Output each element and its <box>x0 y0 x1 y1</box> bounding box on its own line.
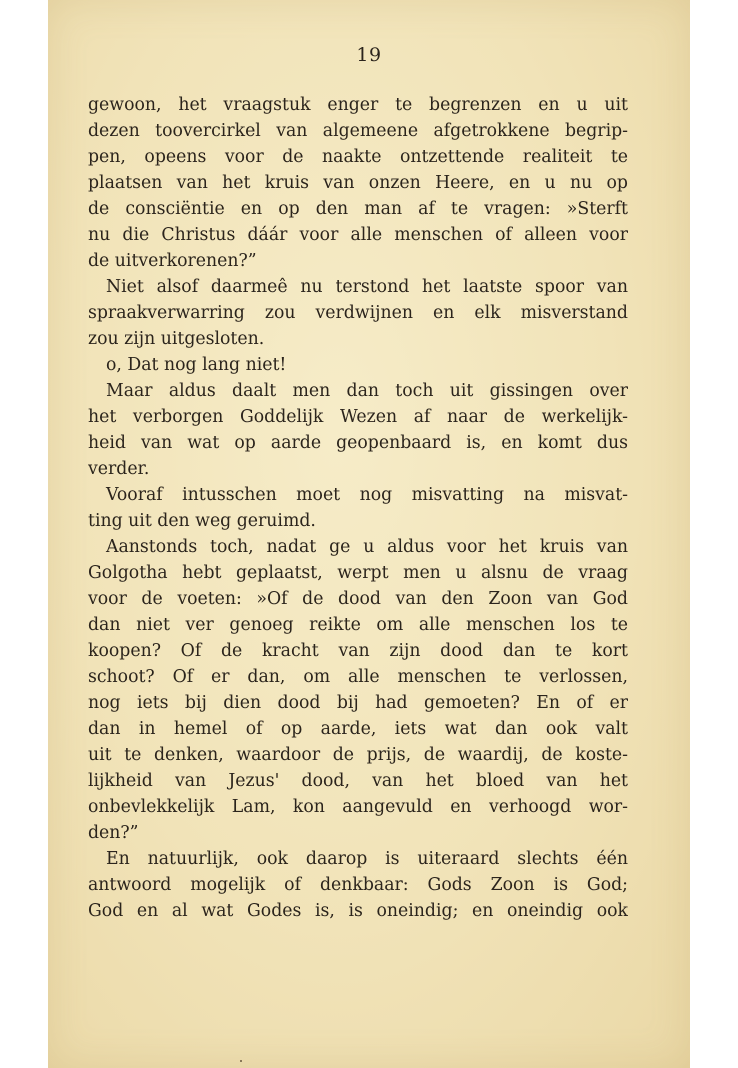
text-line: zou zijn uitgesloten. <box>88 329 265 349</box>
text-line: God en al wat Godes is, is oneindig; en oneindig ook <box>88 901 628 921</box>
text-line: pen, opeens voor de naakte ontzettende realiteit te <box>88 147 628 167</box>
text-line: o, Dat nog lang niet! <box>106 355 287 375</box>
text-line: nog iets bij dien dood bij had gemoeten? En of er <box>88 693 628 713</box>
text-line: den?” <box>88 823 139 843</box>
text-line: lijkheid van Jezus' dood, van het bloed van het <box>88 771 628 791</box>
paragraph <box>88 534 628 846</box>
text-line: Golgotha hebt geplaatst, werpt men u alsnu de vraag <box>88 563 628 583</box>
text-line: de consciëntie en op den man af te vragen: »Sterft <box>88 199 628 219</box>
text-line: spraakverwarring zou verdwijnen en elk misverstand <box>88 303 628 323</box>
text-line: ting uit den weg geruimd. <box>88 511 316 531</box>
paragraph <box>88 92 628 274</box>
paragraph <box>88 378 628 482</box>
text-line: plaatsen van het kruis van onzen Heere, en u nu op <box>88 173 628 193</box>
text-line: dan niet ver genoeg reikte om alle menschen los te <box>88 615 628 635</box>
text-line: heid van wat op aarde geopenbaard is, en komt dus <box>88 433 628 453</box>
text-line: koopen? Of de kracht van zijn dood dan te kort <box>88 641 628 661</box>
text-line: En natuurlijk, ook daarop is uiteraard slechts één <box>106 849 628 869</box>
text-line: dezen toovercirkel van algemeene afgetrokkene begrip- <box>88 121 628 141</box>
paragraph <box>88 482 628 534</box>
text-line: het verborgen Goddelijk Wezen af naar de werkelijk- <box>88 407 628 427</box>
text-line: Aanstonds toch, nadat ge u aldus voor het kruis van <box>106 537 628 557</box>
book-page <box>48 0 690 1068</box>
text-line: antwoord mogelijk of denkbaar: Gods Zoon is God; <box>88 875 628 895</box>
text-line: onbevlekkelijk Lam, kon aangevuld en verhoogd wor- <box>88 797 628 817</box>
text-line: gewoon, het vraagstuk enger te begrenzen en u uit <box>88 95 628 115</box>
body-text <box>88 92 628 924</box>
paragraph <box>88 846 628 924</box>
text-line: Vooraf intusschen moet nog misvatting na misvat- <box>106 485 628 505</box>
text-line: Maar aldus daalt men dan toch uit gissingen over <box>106 381 628 401</box>
text-line: dan in hemel of op aarde, iets wat dan ook valt <box>88 719 628 739</box>
text-line: voor de voeten: »Of de dood van den Zoon van God <box>88 589 628 609</box>
text-line: de uitverkorenen?” <box>88 251 257 271</box>
paragraph <box>88 352 628 378</box>
text-line: Niet alsof daarmeê nu terstond het laatste spoor van <box>106 277 628 297</box>
text-line: uit te denken, waardoor de prijs, de waardij, de koste- <box>88 745 628 765</box>
page-number: 19 <box>356 44 382 66</box>
text-line: schoot? Of er dan, om alle menschen te verlossen, <box>88 667 628 687</box>
text-line: nu die Christus dáár voor alle menschen of alleen voor <box>88 225 628 245</box>
paragraph <box>88 274 628 352</box>
scan-speck <box>240 1060 242 1062</box>
text-line: verder. <box>88 459 150 479</box>
